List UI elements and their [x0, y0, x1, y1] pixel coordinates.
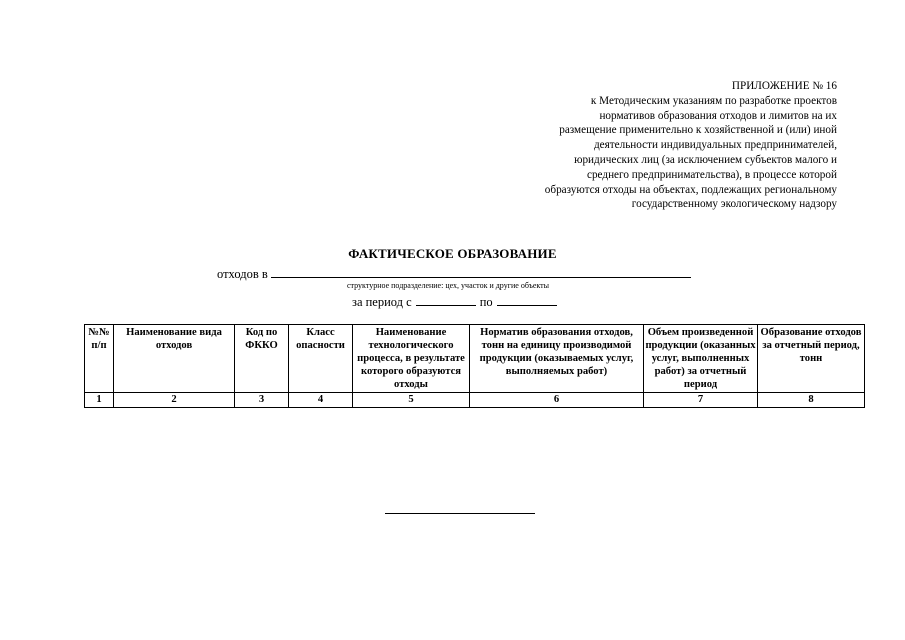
period-to-label: по — [479, 295, 493, 309]
structural-unit-blank[interactable] — [271, 265, 691, 278]
appendix-line: образуются отходы на объектах, подлежащих региональному — [544, 183, 837, 196]
header-fkko-code: Код по ФККО — [235, 325, 289, 393]
table-header-row — [85, 325, 865, 393]
header-process-name: Наименование технологического процесса, в результате которого образуются отходы — [353, 325, 470, 393]
column-number: 8 — [758, 393, 865, 408]
period-to-blank[interactable] — [497, 293, 557, 306]
header-hazard-class: Класс опасности — [289, 325, 353, 393]
column-number: 4 — [289, 393, 353, 408]
column-number: 7 — [644, 393, 758, 408]
appendix-line: нормативов образования отходов и лимитов на их — [599, 109, 837, 122]
appendix-line: размещение применительно к хозяйственной и (или) иной — [559, 124, 837, 137]
appendix-line: к Методическим указаниям по разработке проектов — [590, 94, 837, 107]
waste-location-line — [217, 265, 691, 282]
appendix-title: ПРИЛОЖЕНИЕ № 16 — [731, 80, 837, 92]
period-from-blank[interactable] — [416, 293, 476, 306]
column-number: 2 — [114, 393, 235, 408]
period-line — [352, 293, 561, 310]
column-number: 6 — [470, 393, 644, 408]
column-number: 5 — [353, 393, 470, 408]
header-production-volume: Объем произведенной продукции (оказанных услуг, выполненных работ) за отчетный период — [644, 325, 758, 393]
signature-line — [385, 513, 535, 514]
waste-table — [84, 324, 865, 408]
appendix-line: среднего предпринимательства), в процессе которой — [587, 168, 837, 181]
header-waste-type: Наименование вида отходов — [114, 325, 235, 393]
column-number: 1 — [85, 393, 114, 408]
appendix-line: государственному экологическому надзору — [631, 198, 837, 211]
header-generation-norm: Норматив образования отходов, тонн на единицу производимой продукции (оказываемых услуг, выполняемых работ) — [470, 325, 644, 393]
column-number: 3 — [235, 393, 289, 408]
appendix-header — [477, 79, 837, 212]
structural-unit-caption: структурное подразделение: цех, участок и другие объекты — [347, 281, 550, 290]
waste-in-label: отходов в — [217, 267, 268, 281]
column-number-row — [85, 393, 865, 408]
form-title: ФАКТИЧЕСКОЕ ОБРАЗОВАНИЕ — [348, 246, 557, 261]
period-from-label: за период с — [352, 295, 412, 309]
appendix-line: деятельности индивидуальных предпринимателей, — [593, 139, 837, 152]
header-row-number: №№ п/п — [85, 325, 114, 393]
appendix-line: юридических лиц (за исключением субъектов малого и — [574, 153, 837, 166]
header-waste-generated: Образование отходов за отчетный период, тонн — [758, 325, 865, 393]
